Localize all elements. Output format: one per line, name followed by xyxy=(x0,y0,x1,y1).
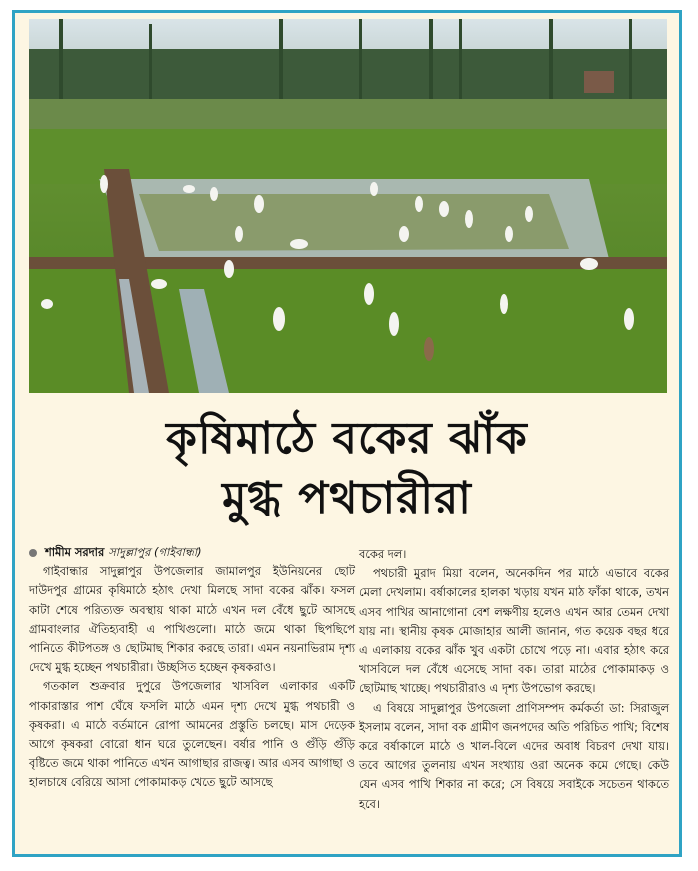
bullet-icon xyxy=(29,549,37,557)
byline xyxy=(29,543,355,562)
author-location: সাদুল্লাপুর (গাইবান্ধা) xyxy=(108,545,202,559)
egrets-field-photo xyxy=(29,19,667,393)
author-name: শামীম সরদার xyxy=(44,545,105,559)
paragraph: পথচারী মুরাদ মিয়া বলেন, অনেকদিন পর মাঠে এভাবে বকের মেলা দেখলাম। বর্ষাকালের হালকা খড়ায় যখন মাঠ ফাঁকা থাকে, তখন এসব পাখির আনাগোনা বেশ লক্ষণীয় হলেও এখন আর তেমন দেখা যায় না। স্থানীয় কৃষক মোজাহার আলী জানান, গত কয়েক বছর ধরে এ এলাকায় বকের ঝাঁক খুব একটা চোখে পড়ে না। এবার হঠাৎ করে খাসবিলে দল বেঁধে এসেছে সাদা বক। তারা মাঠের পোকামাকড় ও ছোটমাছ খাচ্ছে। পথচারীরাও এ দৃশ্য উপভোগ করছে। xyxy=(359,566,669,696)
photo-illustration xyxy=(29,19,667,393)
paragraph: বকের দল। xyxy=(359,547,407,561)
article-column-1 xyxy=(29,543,355,793)
article-column-2 xyxy=(359,545,669,814)
article-frame xyxy=(12,10,682,857)
paragraph: গাইবান্ধার সাদুল্লাপুর উপজেলার জামালপুর ইউনিয়নের ছোট দাউদপুর গ্রামের কৃষিমাঠে হঠাৎ দেখা মিলছে সাদা বকের ঝাঁক। ফসল কাটা শেষে পরিত্যক্ত অবস্থায় থাকা মাঠে এখন দল বেঁধে ছুটে আসছে গ্রামবাংলার ঐতিহ্যবাহী এ পাখিগুলো। মাঠে জমে থাকা ছিপছিপে পানিতে কীটপতঙ্গ ও ছোটমাছ শিকার করছে তারা। এমন নয়নাভিরাম দৃশ্য দেখে মুগ্ধ হচ্ছেন পথচারীরা। উচ্ছসিত হচ্ছেন কৃষকরাও। xyxy=(29,564,355,675)
paragraph: এ বিষয়ে সাদুল্লাপুর উপজেলা প্রাণিসম্পদ কর্মকর্তা ডা: সিরাজুল ইসলাম বলেন, সাদা বক গ্রামীণ জনপদের অতি পরিচিত পাখি; বিশেষ করে বর্ষাকালে মাঠে ও খাল-বিলে এদের অবাধ বিচরণ দেখা যায়। তবে আগের তুলনায় এখন সংখ্যায় ওরা অনেক কমে গেছে। কেউ যেন এসব পাখি শিকার না করে; সে বিষয়ে সবাইকে সচেতন থাকতে হবে। xyxy=(359,700,669,811)
headline-line1: কৃষিমাঠে বকের ঝাঁক xyxy=(166,413,528,464)
headline-line2: মুগ্ধ পথচারীরা xyxy=(222,473,472,524)
paragraph: গতকাল শুক্রবার দুপুরে উপজেলার খাসবিল এলাকার একটি পাকারাস্তার পাশ ঘেঁষে ফসলি মাঠে এমন দৃশ্য দেখে মুগ্ধ পথচারী ও কৃষকরা। এ মাঠে বর্তমানে রোপা আমনের প্রস্তুতি চলছে। মাস দেড়েক আগে কৃষকরা বোরো ধান ঘরে তুলেছেন। বর্ষার পানি ও গুঁড়ি গুঁড়ি বৃষ্টিতে জমে থাকা পানিতে এখন আগাছার রাজত্ব। আর এসব আগাছা ও হালচাষে বেরিয়ে আসা পোকামাকড় খেতে ছুটে আসছে xyxy=(29,679,355,790)
